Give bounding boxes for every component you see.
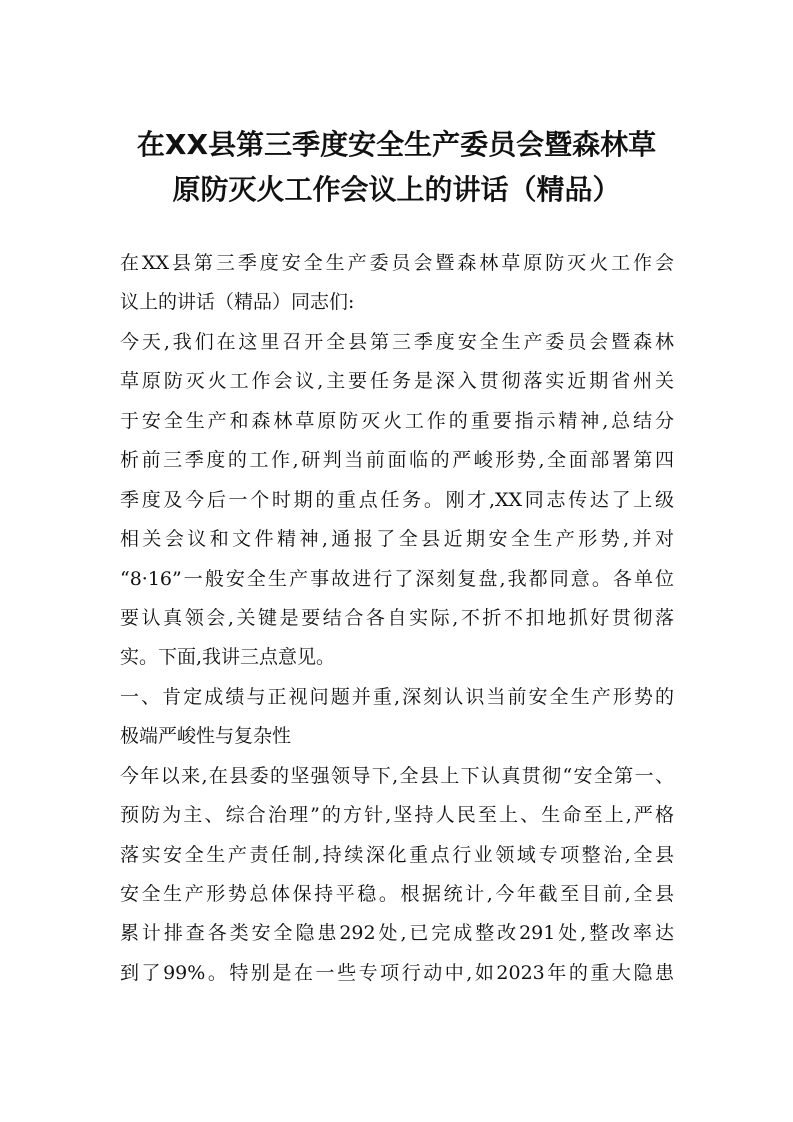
body-line: 析前三季度的工作,研判当前面临的严峻形势,全面部署第四 <box>120 449 674 472</box>
body-line: 安全生产形势总体保持平稳。根据统计,今年截至目前,全县 <box>120 883 674 905</box>
body-line: 相关会议和文件精神,通报了全县近期安全生产形势,并对 <box>120 528 674 551</box>
body-line: 草原防灭火工作会议,主要任务是深入贯彻落实近期省州关 <box>120 370 674 393</box>
section-heading-line: 极端严峻性与复杂性 <box>120 725 292 748</box>
body-line: 落实安全生产责任制,持续深化重点行业领域专项整治,全县 <box>120 843 674 866</box>
document-body <box>120 244 674 993</box>
body-line: 今天,我们在这里召开全县第三季度安全生产委员会暨森林 <box>120 330 674 353</box>
document-title-line-1: 在XX县第三季度安全生产委员会暨森林草 <box>136 128 657 161</box>
body-line: 于安全生产和森林草原防灭火工作的重要指示精神,总结分 <box>120 409 674 432</box>
body-line: 今年以来,在县委的坚强领导下,全县上下认真贯彻“安全第一、 <box>120 764 674 787</box>
body-line: 预防为主、综合治理”的方针,坚持人民至上、生命至上,严格 <box>120 804 674 827</box>
body-line: 到了99%。特别是在一些专项行动中,如2023年的重大隐患 <box>120 961 674 984</box>
body-line: 季度及今后一个时期的重点任务。刚才,XX同志传达了上级 <box>120 488 674 511</box>
body-line: 实。下面,我讲三点意见。 <box>120 646 336 669</box>
document-title-line-2: 原防灭火工作会议上的讲话（精品） <box>172 173 621 206</box>
body-line: 要认真领会,关键是要结合各自实际,不折不扣地抓好贯彻落 <box>120 606 674 629</box>
body-line: “8·16”一般安全生产事故进行了深刻复盘,我都同意。各单位 <box>120 567 674 590</box>
body-line: 累计排查各类安全隐患292处,已完成整改291处,整改率达 <box>120 922 674 945</box>
body-line: 议上的讲话（精品）同志们: <box>120 291 355 314</box>
body-line: 在XX县第三季度安全生产委员会暨森林草原防灭火工作会 <box>120 252 674 274</box>
section-heading-line: 一、肯定成绩与正视问题并重,深刻认识当前安全生产形势的 <box>120 685 674 708</box>
